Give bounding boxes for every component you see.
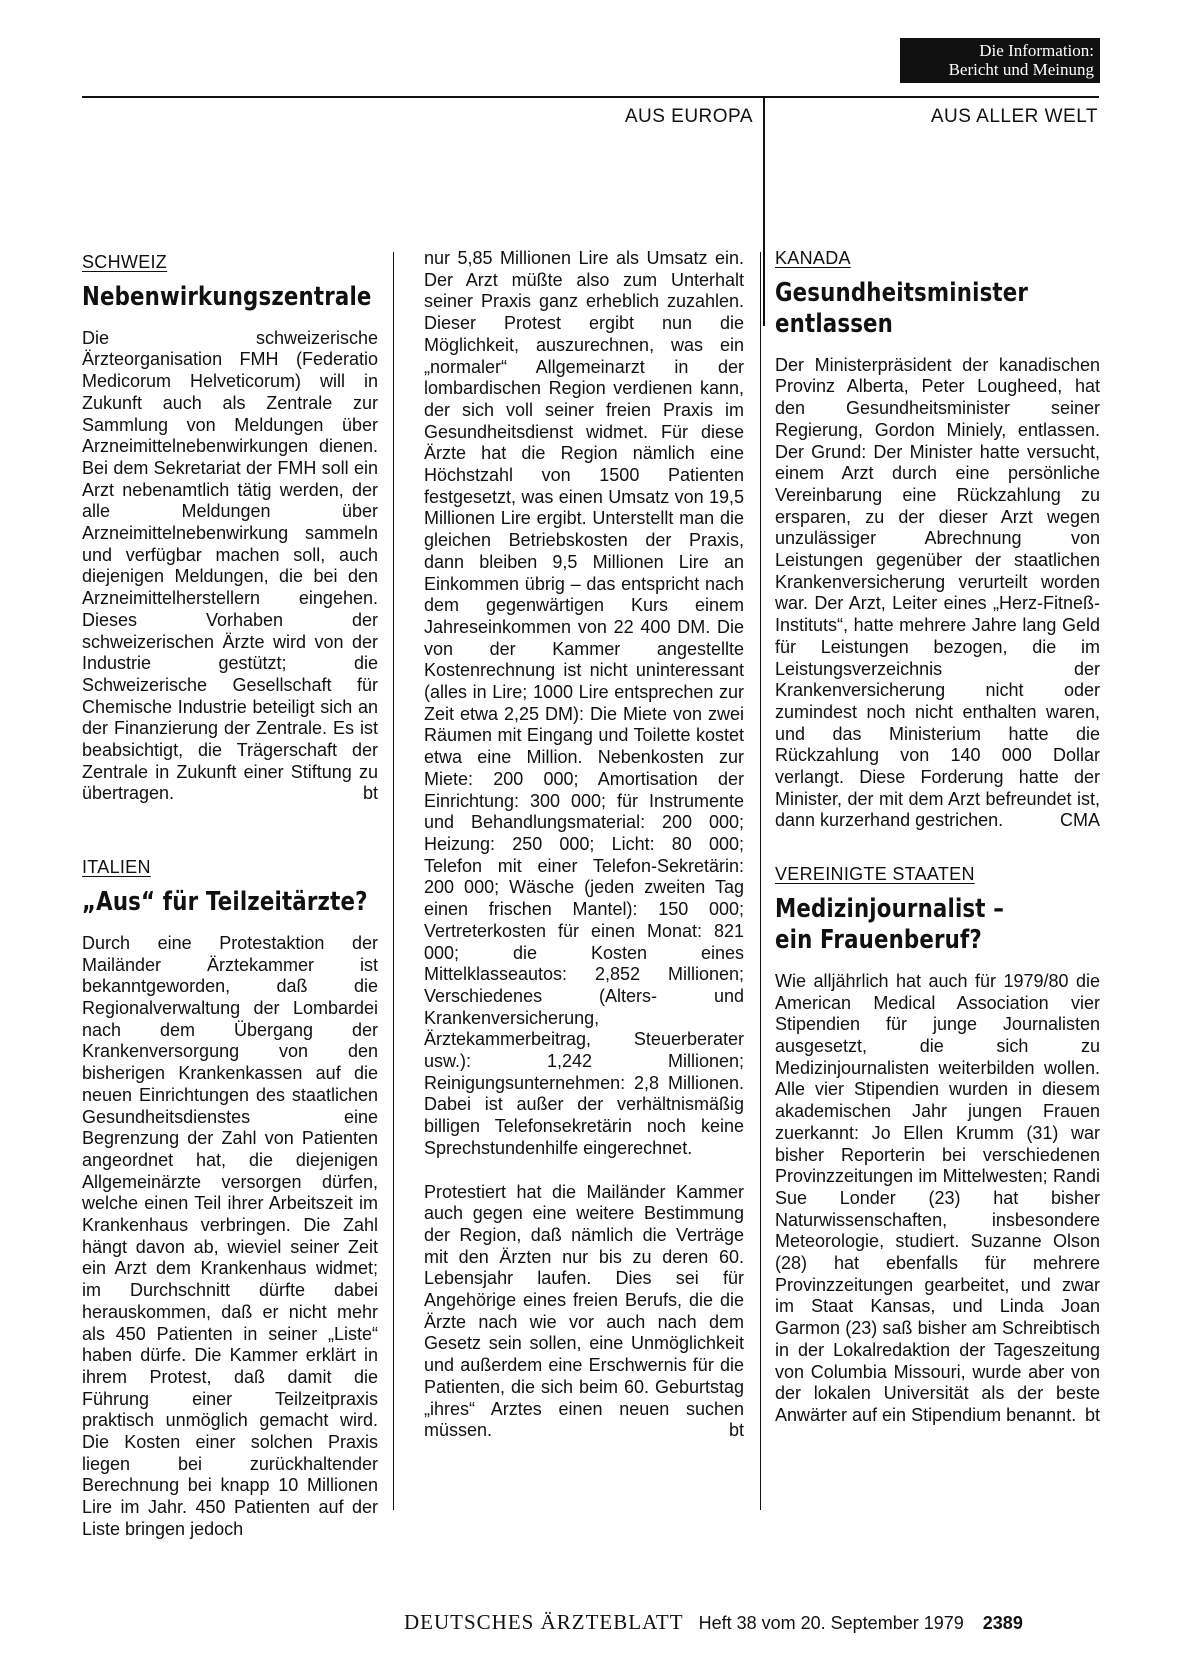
kicker-kanada: KANADA bbox=[775, 248, 851, 268]
article-body-italien-1: Durch eine Protestaktion der Mailänder Ärztekammer ist bekanntgeworden, daß die Regionalverwaltung der Lombardei nach dem Übergang der Krankenversorgung von den bisherigen Krankenkassen auf die neuen Einrichtungen des staatlichen Gesundheitsdienstes eine Begrenzung der Zahl von Patienten angeordnet hat, die diejenigen Allgemeinärzte versorgen dürfen, welche einen Teil ihrer Arbeitszeit im Krankenhaus verbringen. Die Zahl hängt davon ab, wieviel seiner Zeit ein Arzt dem Krankenhaus widmet; im Durchschnitt dürfte dabei herauskommen, daß er nicht mehr als 450 Patienten in seiner „Liste“ haben dürfe. Die Kammer erklärt in ihrem Protest, daß damit die Führung einer Teilzeitpraxis praktisch unmöglich gemacht wird. Die Kosten einer solchen Praxis liegen bei zurückhaltender Berechnung bei knapp 10 Millionen Lire im Jahr. 450 Patienten auf der Liste bringen jedoch bbox=[82, 932, 378, 1539]
article-body-italien-2: nur 5,85 Millionen Lire als Umsatz ein. Der Arzt müßte also zum Unterhalt seiner Praxis ganz erheblich zuzahlen. Dieser Protest ergibt nun die Möglichkeit, auszurechnen, was ein „normaler“ Allgemeinarzt in der lombardischen Region verdienen kann, der sich voll seiner freien Praxis im Gesundheitsdienst widmet. Für diese Ärzte hat die Region nämlich eine Höchstzahl von 1500 Patienten festgesetzt, was einen Umsatz von 19,5 Millionen Lire ergibt. Unterstellt man die gleichen Betriebskosten der Praxis, dann bleiben 9,5 Millionen Lire an Einkommen übrig – das entspricht nach dem gegenwärtigen Kurs einem Jahreseinkommen von 22 400 DM. Die von der Kammer angestellte Kostenrechnung ist nicht uninteressant (alles in Lire; 1000 Lire entsprechen zur Zeit etwa 2,25 DM): Die Miete von zwei Räumen mit Eingang und Toilette kostet etwa eine Million. Nebenkosten zur Miete: 200 000; Amortisation der Einrichtung: 300 000; für Instrumente und Behandlungsmaterial: 200 000; Heizung: 250 000; Licht: 80 000; Telefon mit einer Telefon-Sekretärin: 200 000; Wäsche (jeden zweiten Tag einen frischen Mantel): 150 000; Vertreterkosten für einen Monat: 821 000; die Kosten eines Mittelklasseautos: 2,852 Millionen; Verschiedenes (Alters- und Krankenversicherung, Ärztekammerbeitrag, Steuerberater usw.): 1,242 Millionen; Reinigungsunternehmen: 2,8 Millionen. Dabei ist außer der verhältnismäßig billigen Telefonsekretärin noch keine Sprechstundenhilfe eingerechnet. bbox=[424, 248, 744, 1158]
rubric-badge bbox=[900, 38, 1100, 83]
article-body-usa: Wie alljährlich hat auch für 1979/80 die American Medical Association vier Stipendien für junge Journalisten ausgesetzt, die sich zu Medizinjournalisten weiterbilden wollen. Alle vier Stipendien wurden in diesem akademischen Jahr jungen Frauen zuerkannt: Jo Ellen Krumm (31) war bisher Reporterin bei verschiedenen Provinzzeitungen im Mittelwesten; Randi Sue Londer (23) hat bisher Naturwissenschaften, insbesondere Meteorologie, studiert. Suzanne Olson (28) hat ebenfalls für mehrere Provinzzeitungen gearbeitet, und zwar im Staat Kansas, und Linda Joan Garmon (23) saß bisher am Schreibtisch in der Lokalredaktion der Tageszeitung von Columbia Missouri, wurde aber von der lokalen Universität als der beste Anwärter auf ein Stipendium benannt. bt bbox=[775, 970, 1100, 1425]
article-body-italien-3: Protestiert hat die Mailänder Kammer auch gegen eine weitere Bestimmung der Region, daß nämlich die Verträge mit den Ärzten nur bis zu deren 60. Lebensjahr laufen. Dies sei für Angehörige eines freien Berufs, die die Ärzte nach wie vor auch nach dem Gesetz sein sollen, eine Unmöglichkeit und außerdem eine Erschwernis für die Patienten, die sich beim 60. Geburtstag „ihres“ Arztes einen neuen suchen müssen. bt bbox=[424, 1181, 744, 1441]
issue-info: Heft 38 vom 20. September 1979 bbox=[698, 1613, 964, 1633]
rubric-line-1: Die Information: bbox=[979, 41, 1094, 60]
author-signature: bt bbox=[362, 783, 378, 804]
headline-italien: „Aus“ für Teilzeitärzte? bbox=[82, 886, 368, 917]
headline-schweiz: Nebenwirkungszentrale bbox=[82, 281, 372, 312]
article-body-kanada: Der Ministerpräsident der kanadischen Provinz Alberta, Peter Lougheed, hat den Gesundheitsminister seiner Regierung, Gordon Miniely, entlassen. Der Grund: Der Minister hatte versucht, einem Arzt durch eine persönliche Vereinbarung eine Rückzahlung zu ersparen, zu der dieser Arzt wegen unzulässiger Abrechnung von Leistungen gegenüber der staatlichen Krankenversicherung verurteilt worden war. Der Arzt, Leiter eines „Herz-Fitneß-Instituts“, hatte mehrere Jahre lang Geld für Leistungen bezogen, die im Leistungsverzeichnis der Krankenversicherung nicht oder zumindest noch nicht enthalten waren, und das Ministerium hatte die Rückzahlung von 140 000 Dollar verlangt. Diese Forderung hatte der Minister, der mit dem Arzt befreundet ist, dann kurzerhand gestrichen. CMA bbox=[775, 354, 1100, 831]
column-rule-2 bbox=[760, 252, 761, 1510]
section-label-welt: AUS ALLER WELT bbox=[930, 106, 1098, 127]
column-rule-1 bbox=[393, 252, 394, 1510]
rubric-line-2: Bericht und Meinung bbox=[948, 60, 1094, 79]
author-signature: bt bbox=[1084, 1404, 1100, 1425]
section-divider bbox=[763, 96, 765, 326]
article-body-schweiz: Die schweizerische Ärzteorganisation FMH (Federatio Medicorum Helveticorum) will in Zukunft auch als Zentrale zur Sammlung von Meldungen über Arzneimittelnebenwirkungen dienen. Bei dem Sekretariat der FMH soll ein Arzt nebenamtlich tätig werden, der alle Meldungen über Arzneimittelnebenwirkung sammeln und verfügbar machen soll, auch diejenigen Meldungen, die bei den Arzneimittelherstellern eingehen. Dieses Vorhaben der schweizerischen Ärzte wird von der Industrie gestützt; die Schweizerische Gesellschaft für Chemische Industrie beteiligt sich an der Finanzierung der Zentrale. Es ist beabsichtigt, die Trägerschaft der Zentrale in Zukunft einer Stiftung zu übertragen. bt bbox=[82, 327, 378, 804]
header-rule bbox=[82, 96, 1099, 98]
column-3 bbox=[775, 248, 1100, 1427]
kicker-usa: VEREINIGTE STAATEN bbox=[775, 864, 975, 885]
kicker-italien: ITALIEN bbox=[82, 857, 151, 878]
page-number: 2389 bbox=[982, 1613, 1023, 1633]
column-2 bbox=[424, 248, 744, 1442]
masthead: DEUTSCHES ÄRZTEBLATT bbox=[404, 1610, 684, 1634]
kicker-schweiz: SCHWEIZ bbox=[82, 252, 168, 272]
page-footer bbox=[404, 1610, 1100, 1635]
column-1 bbox=[82, 252, 378, 1541]
author-signature: CMA bbox=[1060, 810, 1100, 831]
section-label-europa: AUS EUROPA bbox=[624, 106, 753, 127]
headline-usa: Medizinjournalist – ein Frauenberuf? bbox=[775, 893, 1005, 955]
author-signature: bt bbox=[728, 1420, 744, 1441]
headline-kanada: Gesundheitsminister entlassen bbox=[775, 277, 1029, 339]
